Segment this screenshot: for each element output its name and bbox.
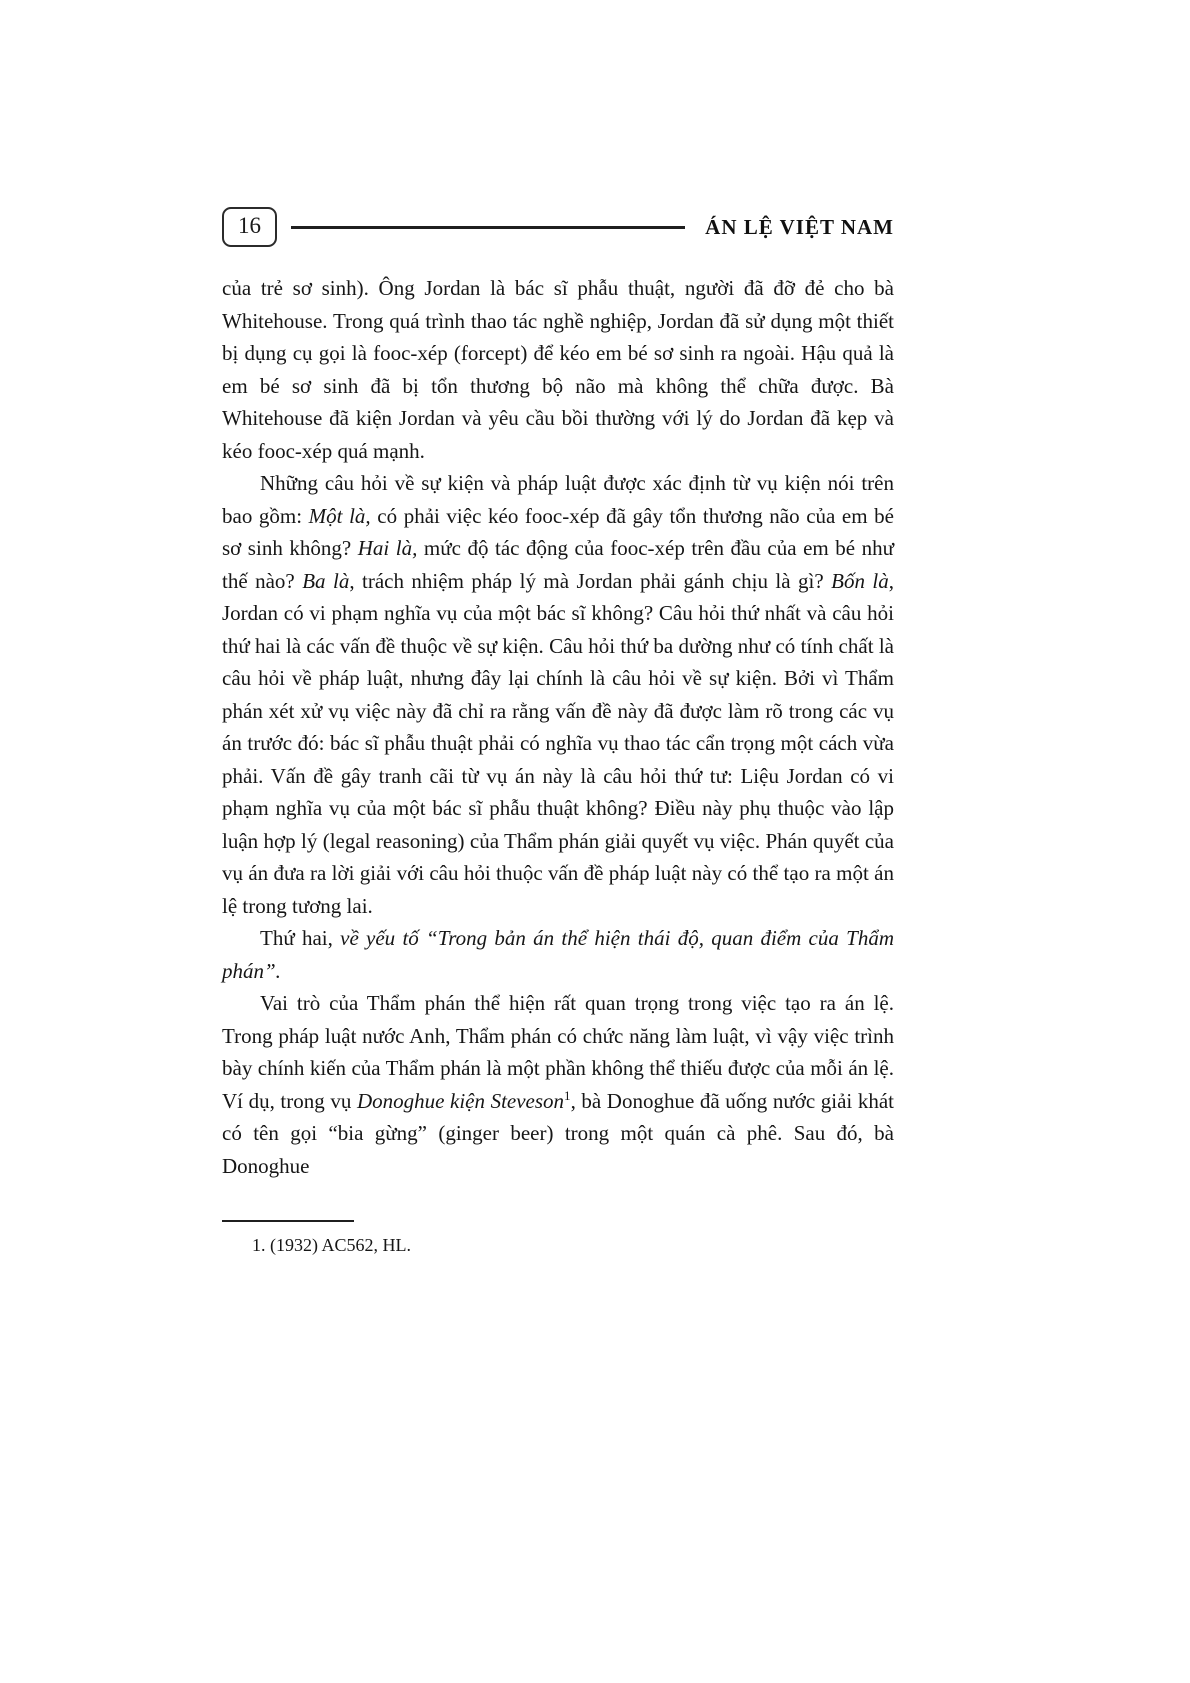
body-text xyxy=(222,272,894,1182)
text-segment: , Jordan có vi phạm nghĩa vụ của một bác sĩ không? Câu hỏi thứ nhất và câu hỏi thứ hai là các vấn đề thuộc về sự kiện. Câu hỏi thứ ba dường như có tính chất là câu hỏi về pháp luật, nhưng đây lại chính là câu hỏi về sự kiện. Bởi vì Thẩm phán xét xử vụ việc này đã chỉ ra rằng vấn đề này đã được làm rõ trong các vụ án trước đó: bác sĩ phẫu thuật phải có nghĩa vụ thao tác cẩn trọng một cách vừa phải. Vấn đề gây tranh cãi từ vụ án này là câu hỏi thứ tư: Liệu Jordan có vi phạm nghĩa vụ của một bác sĩ phẫu thuật không? Điều này phụ thuộc vào lập luận hợp lý (legal reasoning) của Thẩm phán giải quyết vụ việc. Phán quyết của vụ án đưa ra lời giải với câu hỏi thuộc vấn đề pháp luật này có thể tạo ra một án lệ trong tương lai. xyxy=(222,568,894,918)
page-header xyxy=(222,204,894,250)
text-segment: Một là, xyxy=(308,503,371,528)
paragraph xyxy=(222,922,894,987)
text-segment: về yếu tố “Trong bản án thể hiện thái độ, quan điểm của Thẩm phán”. xyxy=(222,926,894,983)
text-segment: Donoghue kiện Steveson xyxy=(356,1088,565,1113)
text-segment: của trẻ sơ sinh). Ông Jordan là bác sĩ phẫu thuật, người đã đỡ đẻ cho bà Whitehouse. Trong quá trình thao tác nghề nghiệp, Jordan đã sử dụng một thiết bị dụng cụ gọi là fooc-xép (forcept) để kéo em bé sơ sinh ra ngoài. Hậu quả là em bé sơ sinh đã bị tổn thương bộ não mà không thể chữa được. Bà Whitehouse đã kiện Jordan và yêu cầu bồi thường với lý do Jordan đã kẹp và kéo fooc-xép quá mạnh. xyxy=(222,276,894,463)
text-segment: Hai là, xyxy=(357,536,418,560)
text-segment: Vai trò của Thẩm phán thể hiện rất quan trọng trong việc tạo ra án lệ. Trong pháp luật nước Anh, Thẩm phán có chức năng làm luật, vì vậy việc trình bày chính kiến của Thẩm phán là một phần không thể thiếu được của mỗi án lệ. Ví dụ, trong vụ xyxy=(222,991,894,1113)
paragraph xyxy=(222,272,894,467)
text-segment: có phải việc kéo fooc-xép đã gây tổn thương não của em bé sơ sinh không? xyxy=(222,503,894,560)
text-segment: mức độ tác động của fooc-xép trên đầu của em bé như thế nào? xyxy=(222,536,894,593)
text-segment: Những câu hỏi về sự kiện và pháp luật được xác định từ vụ kiện nói trên bao gồm: xyxy=(222,471,894,528)
footnote: 1. (1932) AC562, HL. xyxy=(252,1235,411,1255)
page-number: 16 xyxy=(238,213,261,239)
footnote-rule xyxy=(222,1220,354,1222)
text-segment: Ba là xyxy=(302,568,350,593)
footnote-reference: 1 xyxy=(564,1087,571,1103)
text-segment: , bà Donoghue đã uống nước giải khát có tên gọi “bia gừng” (ginger beer) trong một quán cà phê. Sau đó, bà Donoghue xyxy=(222,1088,894,1178)
paragraph xyxy=(222,467,894,922)
book-title: ÁN LỆ VIỆT NAM xyxy=(705,214,894,239)
footnote-area xyxy=(222,1220,894,1258)
page-number-box xyxy=(222,207,277,247)
paragraph xyxy=(222,987,894,1182)
page-content xyxy=(222,204,894,1258)
text-segment: , trách nhiệm pháp lý mà Jordan phải gánh chịu là gì? xyxy=(349,568,832,593)
header-rule xyxy=(291,226,685,229)
text-segment: Bốn là xyxy=(831,568,889,593)
text-segment: Thứ hai, xyxy=(260,926,341,950)
